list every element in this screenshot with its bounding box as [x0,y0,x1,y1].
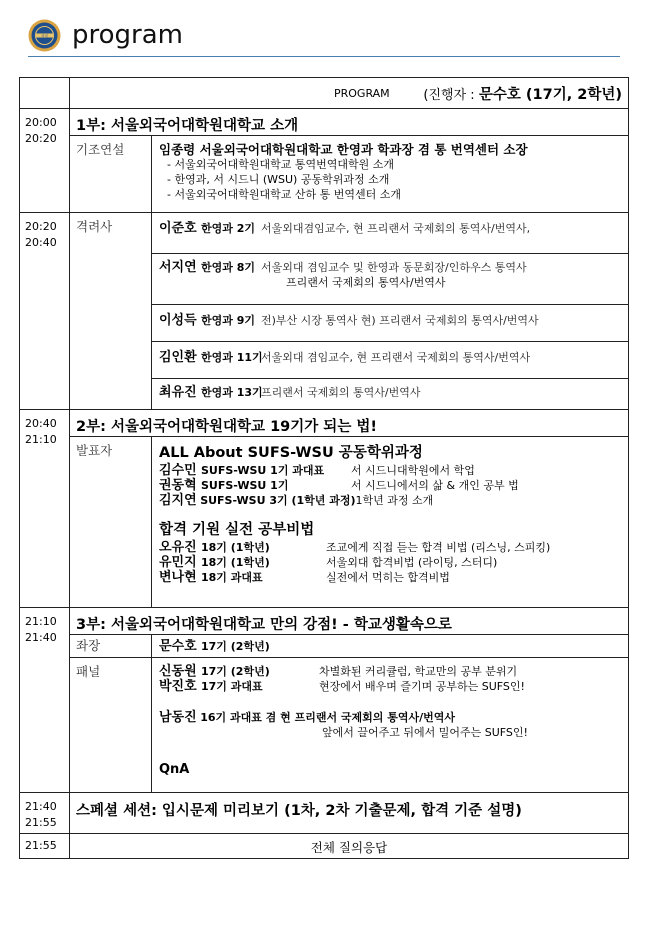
encouragement-person [152,254,629,305]
presenter-name: 권동혁 [159,478,197,493]
panelist-name: 신동원 [159,664,197,679]
presenter-topic: 1학년 과정 소개 [355,494,434,507]
presenter-topic: 서울외대 합격비법 (라이팅, 스터디) [326,556,498,569]
program-table [19,77,629,859]
panelist-topic: 현장에서 배우며 즐기며 공부하는 SUFS인! [319,680,525,693]
panelist-topic: 앞에서 끌어주고 뒤에서 밀어주는 SUFS인! [322,726,528,739]
time-start: 20:40 [25,417,57,430]
panelist-name: 남동진 [159,710,197,725]
panelist-cohort: 16기 과대표 겸 현 프리랜서 국제회의 통역사/번역사 [200,711,456,724]
panel-role: 패널 [70,658,152,793]
presenter-cohort: SUFS-WSU 1기 과대표 [201,464,325,477]
person-name: 김인환 [159,350,197,365]
person-desc: 서울외대겸임교수, 현 프리랜서 국제회의 통역사/번역사, [261,222,531,235]
host-prefix: (진행자 : [423,88,479,103]
closing-time: 21:55 [20,834,70,859]
chair-cohort: 17기 (2학년) [201,640,270,653]
person-cohort: 한영과 2기 [201,222,255,235]
person-desc-2: 프리랜서 국제회의 통역사/번역사 [286,276,446,289]
presenter-name: 변나현 [159,570,197,585]
keynote-bullet: - 서울외국어대학원대학교 산하 통 번역센터 소개 [167,188,401,201]
header-cell [70,78,629,109]
presenter-name: 유민지 [159,555,197,570]
session1-title-row [20,109,629,136]
session3-time [20,608,70,793]
presenter-cohort: 18기 (1학년) [201,541,270,554]
panelist-topic: 차별화된 커리큘럼, 학교만의 공부 분위기 [319,665,518,678]
chair-body [152,635,629,658]
time-start: 21:40 [25,800,57,813]
person-cohort: 한영과 13기 [201,386,263,399]
person-name: 이성득 [159,313,197,328]
person-desc: 프리랜서 국제회의 통역사/번역사 [261,386,421,399]
session1-title: 1부: 서울외국어대학원대학교 소개 [70,109,629,136]
keynote-role: 기조연설 [70,136,152,213]
panelist-line [159,710,628,725]
person-name: 서지연 [159,260,197,275]
session3-panel-row [20,658,629,793]
session3-chair-row [20,635,629,658]
host-info [423,83,622,104]
presenter-cohort: SUFS-WSU 1기 [201,479,289,492]
presenter-cohort: 18기 (1학년) [201,556,270,569]
session3-title-row [20,608,629,635]
person-name: 이준호 [159,221,197,236]
session1-keynote-row [20,136,629,213]
presenter-name: 김지연 [159,493,197,508]
presenter-list [159,540,628,585]
presenter-name: 오유진 [159,540,197,555]
time-start: 21:10 [25,615,57,628]
closing-title: 전체 질의응답 [70,834,629,859]
presenter-line [159,493,628,508]
qna-label: QnA [159,762,190,777]
session2-title-row [20,410,629,437]
encouragement-time [20,213,70,410]
presenter-name: 김수민 [159,463,197,478]
person-name: 최유진 [159,385,197,400]
program-label: PROGRAM [334,87,390,100]
session2-body-row [20,437,629,608]
person-cohort: 한영과 11기 [201,351,263,364]
person-desc: 서울외대 겸임교수, 현 프리랜서 국제회의 통역사/번역사 [261,351,531,364]
presenter-body [152,437,629,608]
panel-list [159,664,628,694]
special-title: 스페셜 세션: 입시문제 미리보기 (1차, 2차 기출문제, 합격 기준 설명) [70,793,629,834]
time-end: 20:20 [25,132,57,145]
page-header [0,0,650,60]
panelist-cohort: 17기 과대표 [201,680,263,693]
encouragement-role: 격려사 [70,213,152,410]
keynote-body [152,136,629,213]
closing-row [20,834,629,859]
presenter-role: 발표자 [70,437,152,608]
presenter-topic: 조교에게 직접 듣는 합격 비법 (리스닝, 스피킹) [326,541,551,554]
person-desc: 서울외대 겸임교수 및 한영과 동문회장/인하우스 통역사 [261,261,527,274]
time-end: 21:40 [25,631,57,644]
encouragement-person [152,213,629,254]
chair-name: 문수호 [159,639,197,654]
time-end: 20:40 [25,236,57,249]
page-title: program [72,20,183,50]
host-name: 문수호 [478,87,521,103]
block2-title: 합격 기원 실전 공부비법 [159,522,315,538]
session2-title: 2부: 서울외국어대학원대학교 19기가 되는 법! [70,410,629,437]
encouragement-row-1 [20,213,629,254]
panel-body [152,658,629,793]
person-cohort: 한영과 9기 [201,314,255,327]
time-end: 21:55 [25,816,57,829]
special-session-row [20,793,629,834]
time-end: 21:10 [25,433,57,446]
time-start: 20:00 [25,116,57,129]
chair-role: 좌장 [70,635,152,658]
presenter-topic: 실전에서 먹히는 합격비법 [326,571,450,584]
presenter-cohort: SUFS-WSU 3기 (1학년 과정) [200,494,356,507]
panelist-name: 박진호 [159,679,197,694]
presenter-topic: 서 시드니에서의 삶 & 개인 공부 법 [351,479,519,492]
header-empty-cell [20,78,70,109]
encouragement-person [152,305,629,342]
host-suffix: (17기, 2학년) [520,87,622,103]
encouragement-person [152,342,629,379]
presenter-cohort: 18기 과대표 [201,571,263,584]
session3-title: 3부: 서울외국어대학원대학교 만의 강점! - 학교생활속으로 [70,608,629,635]
svg-text:외대: 외대 [41,33,48,38]
person-cohort: 한영과 8기 [201,261,255,274]
person-desc: 전)부산 시장 통역사 현) 프리랜서 국제회의 통역사/번역사 [261,314,539,327]
block1-title: ALL About SUFS-WSU 공동학위과정 [159,445,423,461]
table-header-row [20,78,629,109]
special-time [20,793,70,834]
encouragement-person [152,379,629,410]
session1-time [20,109,70,213]
university-seal-icon [28,19,61,52]
keynote-bullet: - 서울외국어대학원대학교 통역번역대학원 소개 [167,158,394,171]
session2-time [20,410,70,608]
header-divider [28,56,620,57]
time-start: 20:20 [25,220,57,233]
presenter-topic: 서 시드니대학원에서 학업 [351,464,475,477]
keynote-speaker: 임종령 서울외국어대학원대학교 한영과 학과장 겸 통 번역센터 소장 [159,142,528,157]
panelist-cohort: 17기 (2학년) [201,665,270,678]
keynote-bullet: - 한영과, 서 시드니 (WSU) 공동학위과정 소개 [167,173,390,186]
presenter-list [159,463,628,493]
